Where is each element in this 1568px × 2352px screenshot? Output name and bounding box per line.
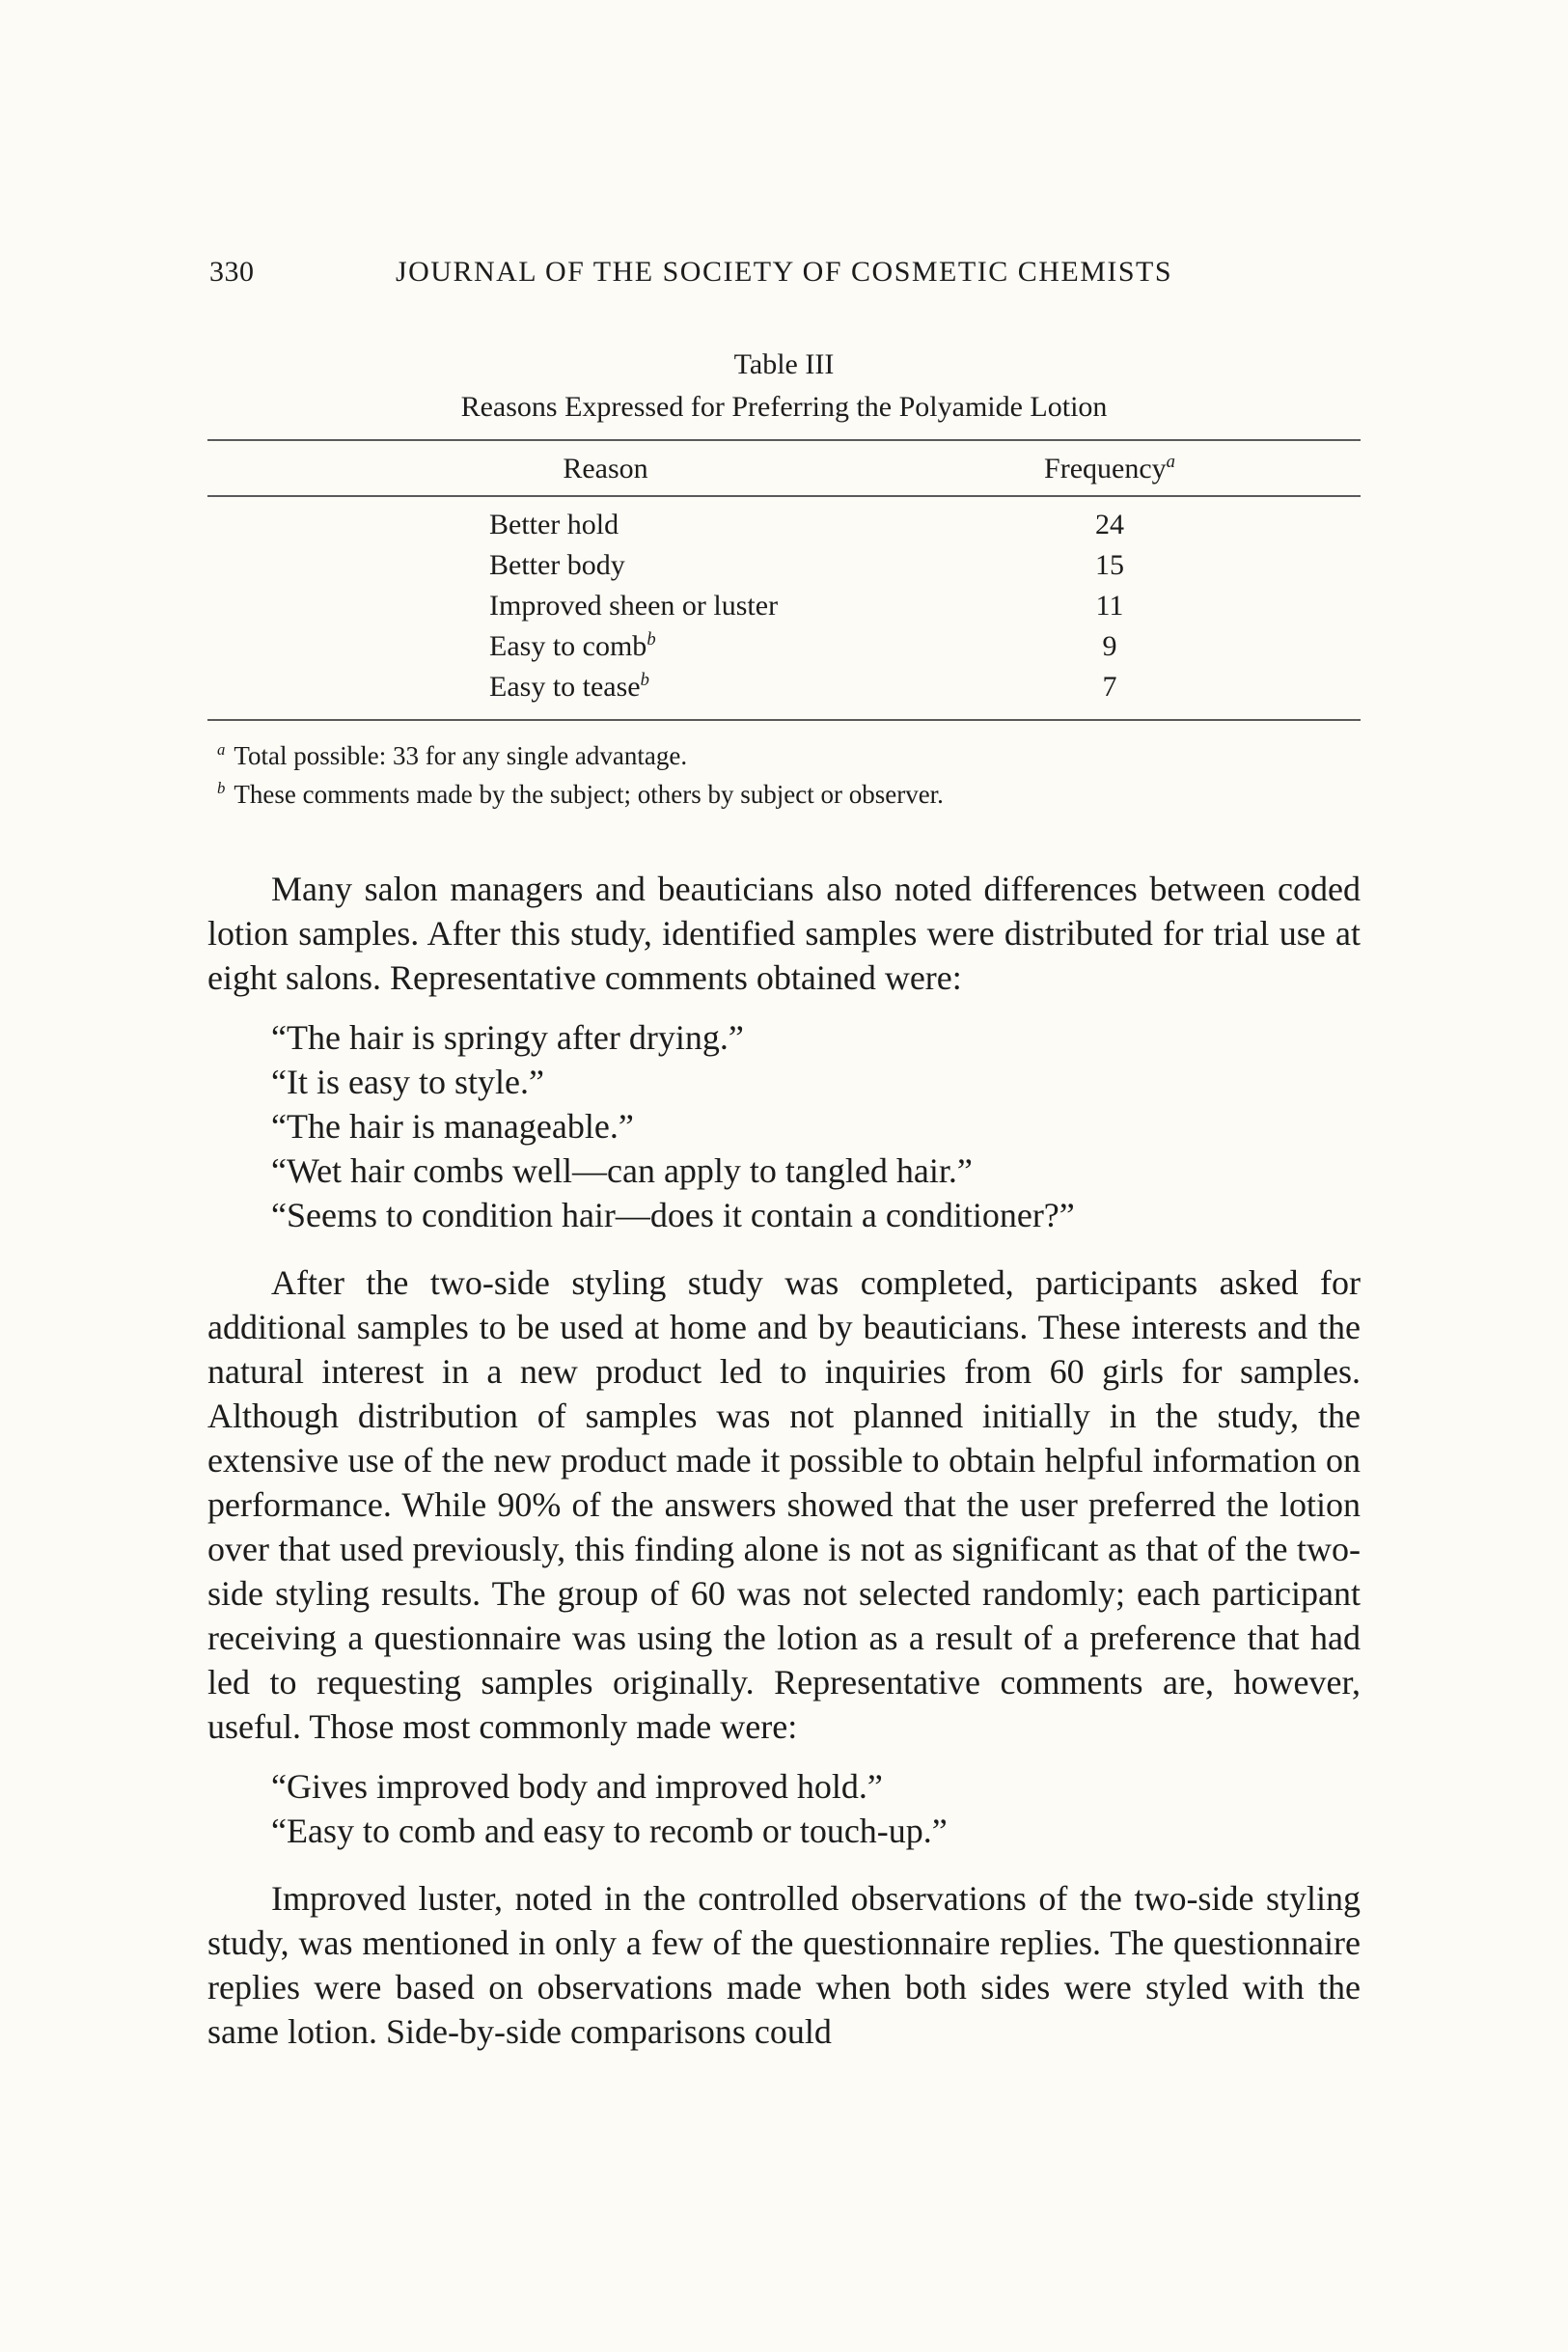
reason-cell: Easy to comb$^b$ bbox=[489, 629, 656, 662]
frequency-cell: 9 bbox=[1102, 630, 1117, 662]
table-row bbox=[207, 586, 1361, 626]
table-row bbox=[207, 667, 1361, 707]
page-number: 330 bbox=[209, 256, 255, 288]
frequency-cell: 7 bbox=[1102, 671, 1117, 703]
footnote-marker-a: a bbox=[217, 740, 226, 759]
questionnaire-comments-list bbox=[207, 1764, 1361, 1853]
quote-line: “The hair is manageable.” bbox=[271, 1107, 634, 1146]
column-header-reason: Reason bbox=[563, 453, 648, 484]
footnote-marker-b: b bbox=[217, 779, 226, 797]
footnote-b bbox=[217, 775, 1361, 814]
paragraph: After the two-side styling study was completed, participants asked for additional samples to be used at home and by beauticians. These interests and the natural interest in a new product led to inquiries from 60 girls for samples. Although distribution of samples was not planned initially in the study, the extensive use of the new product made it possible to obtain helpful information on performance. While 90% of the answers showed that the user preferred the lotion over that used previously, this finding alone is not as significant as that of the two-side styling results. The group of 60 was not selected randomly; each participant receiving a questionnaire was using the lotion as a result of a preference that had led to requesting samples originally. Representative comments are, however, useful. Those most commonly made were: bbox=[207, 1263, 1361, 1746]
table-header-row bbox=[207, 441, 1361, 495]
table-iii bbox=[207, 348, 1361, 814]
table-row bbox=[207, 505, 1361, 545]
footnote-a bbox=[217, 736, 1361, 775]
footnote-marker-a: a bbox=[1166, 452, 1175, 472]
footnote-text: These comments made by the subject; others by subject or observer. bbox=[234, 780, 944, 809]
column-header-frequency bbox=[859, 453, 1361, 485]
footnote-marker-b: b bbox=[640, 670, 649, 690]
running-head bbox=[207, 256, 1361, 292]
table-title: Table III bbox=[733, 348, 835, 380]
paragraph: Improved luster, noted in the controlled observations of the two-side styling study, was mentioned in only a few of the questionnaire replies. The questionnaire replies were based on observations made when both sides were styled with the same lotion. Side-by-side comparisons could bbox=[207, 1879, 1361, 2051]
quote-line: “Easy to comb and easy to recomb or touch-up.” bbox=[271, 1812, 948, 1850]
table-body bbox=[207, 497, 1361, 719]
footnote-marker-b: b bbox=[646, 629, 656, 650]
journal-title: JOURNAL OF THE SOCIETY OF COSMETIC CHEMISTS bbox=[395, 256, 1173, 288]
quote-line: “The hair is springy after drying.” bbox=[271, 1018, 744, 1057]
frequency-cell: 15 bbox=[1095, 549, 1124, 581]
reason-cell: Better hold bbox=[489, 509, 619, 540]
paragraph: Many salon managers and beauticians also noted differences between coded lotion samples. After this study, identified samples were distributed for trial use at eight salons. Representative comments obtained were: bbox=[207, 870, 1361, 997]
reason-cell: Easy to tease$^b$ bbox=[489, 670, 649, 703]
column-header-frequency-label: Frequency bbox=[1044, 453, 1167, 484]
quote-line: “Seems to condition hair—does it contain a conditioner?” bbox=[271, 1196, 1075, 1234]
footnote-text: Total possible: 33 for any single advantage. bbox=[234, 741, 688, 770]
frequency-cell: 24 bbox=[1095, 509, 1124, 540]
table-footnotes bbox=[207, 721, 1361, 814]
quote-line: “Gives improved body and improved hold.” bbox=[271, 1767, 883, 1806]
reason-cell: Improved sheen or luster bbox=[489, 590, 779, 622]
article-body bbox=[207, 867, 1361, 2054]
table-row bbox=[207, 626, 1361, 667]
reason-cell: Better body bbox=[489, 549, 625, 581]
table-row bbox=[207, 545, 1361, 586]
salon-comments-list bbox=[207, 1015, 1361, 1237]
quote-line: “It is easy to style.” bbox=[271, 1063, 544, 1101]
frequency-cell: 11 bbox=[1095, 590, 1124, 622]
table-caption: Reasons Expressed for Preferring the Polyamide Lotion bbox=[460, 391, 1108, 423]
quote-line: “Wet hair combs well—can apply to tangled hair.” bbox=[271, 1151, 973, 1190]
